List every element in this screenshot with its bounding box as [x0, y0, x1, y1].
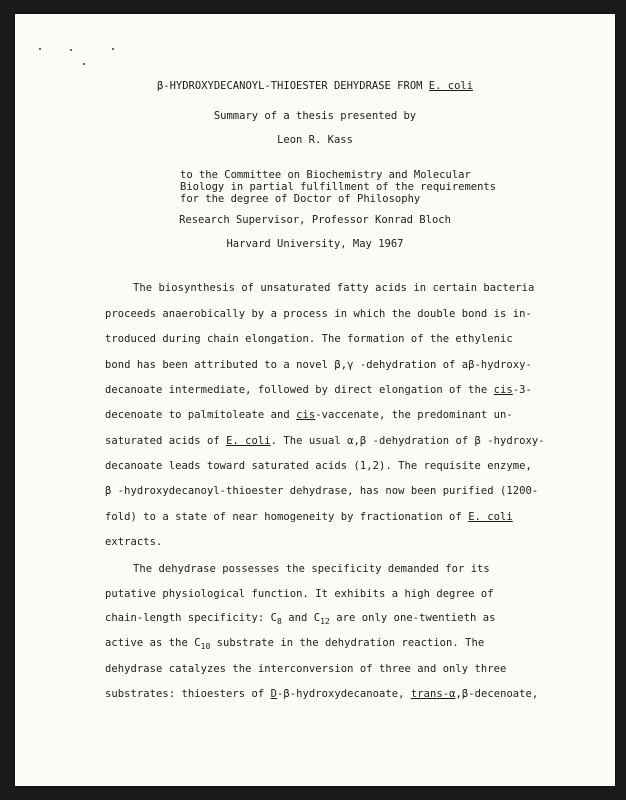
paragraph-line: decenoate to palmitoleate and cis-vaccenate, the predominant un-: [105, 409, 513, 421]
summary-line: Summary of a thesis presented by: [213, 110, 417, 122]
paragraph-line: bond has been attributed to a novel β,γ -dehydration of aβ-hydroxy-: [105, 359, 532, 371]
author-name: Leon R. Kass: [277, 134, 353, 146]
committee-line: for the degree of Doctor of Philosophy: [180, 193, 421, 205]
paragraph-line: proceeds anaerobically by a process in which the double bond is in-: [105, 308, 532, 320]
paragraph-line: active as the $C_{10}$ substrate in the dehydration reaction. The: [105, 637, 485, 652]
paragraph-line: extracts.: [105, 536, 163, 548]
committee-statement: [180, 169, 496, 205]
paragraph-line: β -hydroxydecanoyl-thioester dehydrase, has now been purified (1200-: [105, 485, 539, 497]
paragraph-line: dehydrase catalyzes the interconversion of three and only three: [105, 663, 507, 675]
thesis-title: [15, 80, 615, 92]
title-organism: E. coli: [428, 80, 474, 92]
institution-date: Harvard University, May 1967: [226, 238, 404, 250]
paragraph-line: saturated acids of E. coli. The usual α,β -dehydration of β -hydroxy-: [105, 435, 545, 447]
paragraph-line: troduced during chain elongation. The formation of the ethylenic: [105, 333, 513, 345]
committee-line: Biology in partial fulfillment of the requirements: [180, 181, 497, 193]
paragraph-line: decanoate leads toward saturated acids (1,2). The requisite enzyme,: [105, 460, 532, 472]
paragraph-line: The biosynthesis of unsaturated fatty acids in certain bacteria: [133, 282, 535, 294]
speck-mark: [70, 49, 72, 51]
paragraph-line: fold) to a state of near homogeneity by fractionation of E. coli: [105, 511, 513, 523]
document-page: [15, 14, 615, 786]
paragraph-line: decanoate intermediate, followed by direct elongation of the cis-3-: [105, 384, 532, 396]
speck-mark: [39, 48, 41, 50]
paragraph-line: substrates: thioesters of D-β-hydroxydecanoate, trans-α,β-decenoate,: [105, 688, 539, 700]
paragraph-line: The dehydrase possesses the specificity demanded for its: [133, 563, 490, 575]
research-supervisor: Research Supervisor, Professor Konrad Bloch: [179, 214, 451, 226]
committee-line: to the Committee on Biochemistry and Molecular: [180, 169, 471, 181]
paragraph-line: putative physiological function. It exhibits a high degree of: [105, 588, 494, 600]
speck-mark: [83, 63, 85, 65]
speck-mark: [112, 48, 114, 50]
title-text: β-HYDROXYDECANOYL-THIOESTER DEHYDRASE FROM: [156, 80, 429, 92]
paragraph-line: chain-length specificity: $C_8$ and $C_{12}$ are only one-twentieth as: [105, 612, 496, 627]
